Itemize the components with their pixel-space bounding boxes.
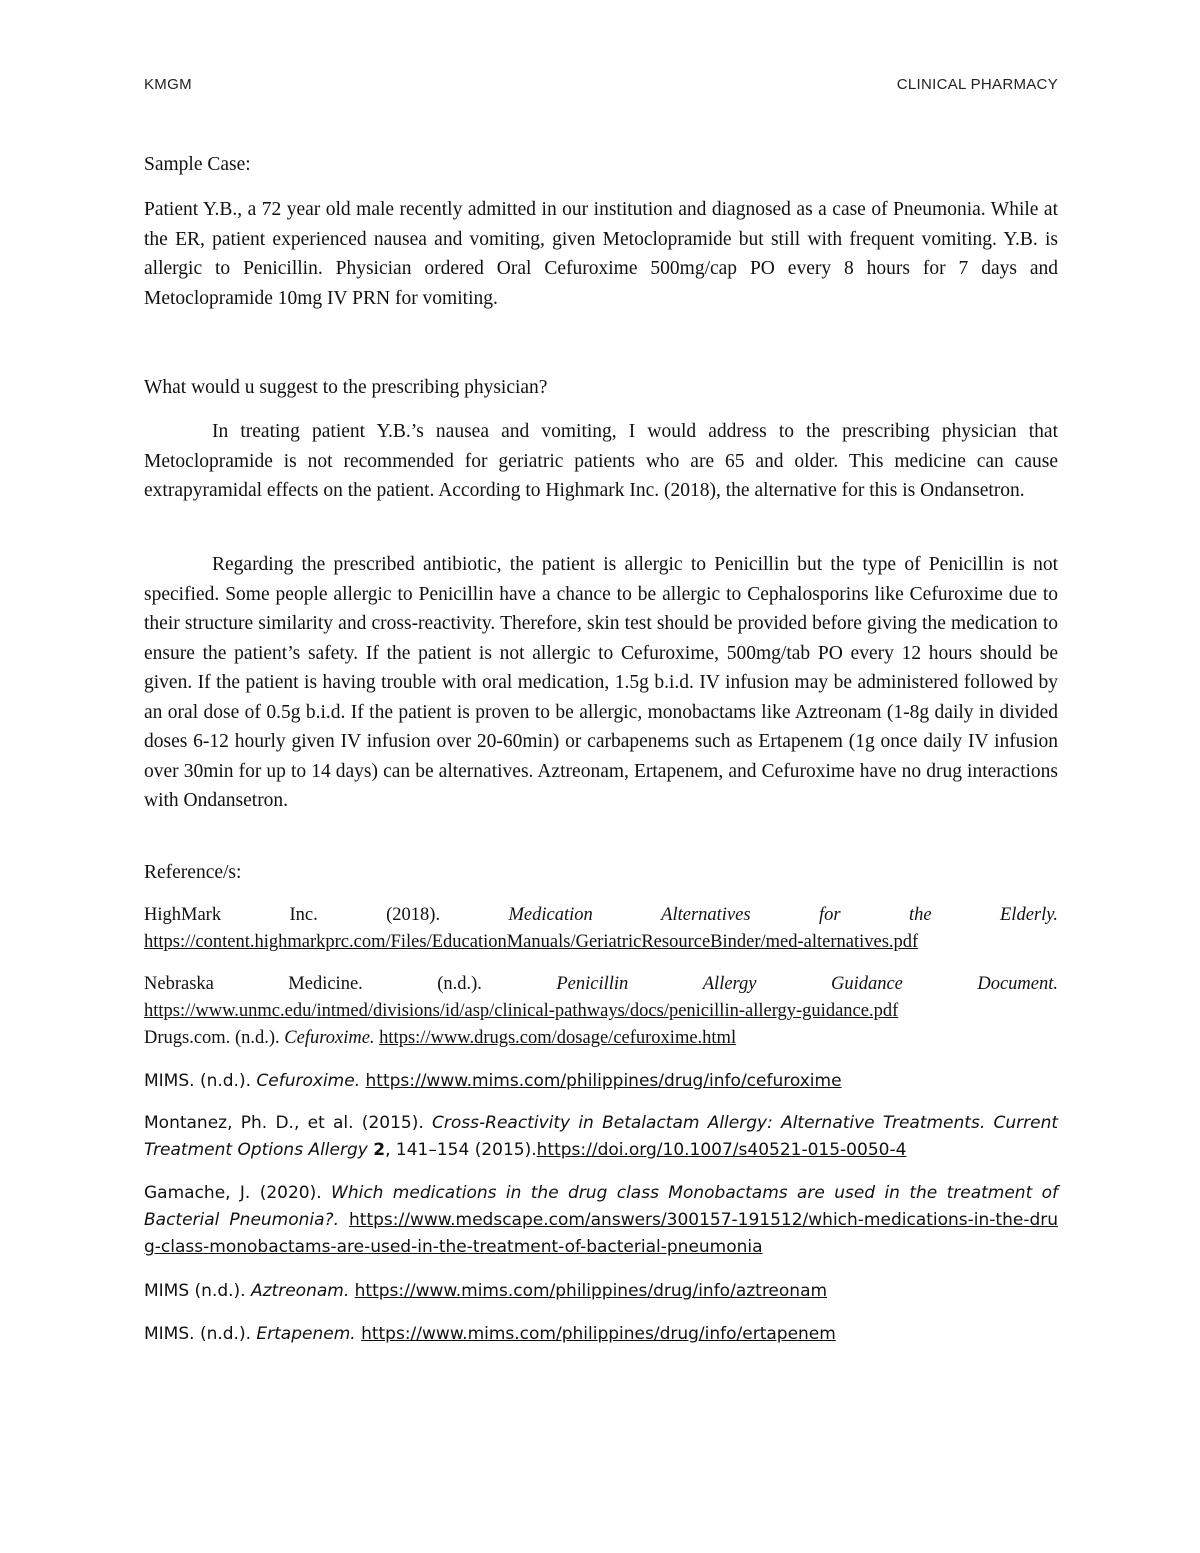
references-heading: Reference/s:	[144, 862, 242, 883]
header-left: KMGM	[144, 76, 192, 93]
reference-mims-cefuroxime-prefix: MIMS. (n.d.).	[144, 1071, 251, 1091]
reference-mims-cefuroxime-title: Cefuroxime.	[256, 1071, 361, 1091]
answer-paragraph-1: In treating patient Y.B.’s nausea and vomiting, I would address to the prescribing physician that Metoclopramide is not recommended for geriatric patients who are 65 and older. This medicine can cause extrapyramidal effects on the patient. According to Highmark Inc. (2018), the alternative for this is Ondansetron.	[144, 421, 1058, 501]
reference-highmark-citation	[144, 902, 1058, 929]
reference-highmark-title-word: Elderly.	[1000, 905, 1059, 925]
reference-drugs-title: Cefuroxime.	[284, 1028, 375, 1048]
reference-drugs-link[interactable]: https://www.drugs.com/dosage/cefuroxime.html	[379, 1028, 737, 1048]
reference-drugs	[144, 1025, 1058, 1052]
reference-highmark-org: Inc.	[289, 905, 318, 925]
reference-mims-aztreonam-prefix: MIMS (n.d.).	[144, 1281, 246, 1301]
reference-montanez-prefix: Montanez, Ph. D., et al. (2015).	[144, 1113, 424, 1133]
reference-nebraska-author: Nebraska	[144, 974, 214, 994]
reference-nebraska-title-word: Penicillin	[556, 974, 629, 994]
sample-case-heading: Sample Case:	[144, 154, 251, 175]
reference-gamache-prefix: Gamache, J. (2020).	[144, 1183, 322, 1203]
answer-paragraph-2: Regarding the prescribed antibiotic, the patient is allergic to Penicillin but the type of Penicillin is not specified. Some people allergic to Penicillin have a chance to be allergic to Cephalosporins like Cefuroxime due to their structure similarity and cross-reactivity. Therefore, skin test should be provided before giving the medication to ensure the patient’s safety. If the patient is not allergic to Cefuroxime, 500mg/tab PO every 12 hours should be given. If the patient is having trouble with oral medication, 1.5g b.i.d. IV infusion may be administered followed by an oral dose of 0.5g b.i.d. If the patient is proven to be allergic, monobactams like Aztreonam (1-8g daily in divided doses 6-12 hourly given IV infusion over 20-60min) or carbapenems such as Ertapenem (1g once daily IV infusion over 30min for up to 14 days) can be alternatives. Aztreonam, Ertapenem, and Cefuroxime have no drug interactions with Ondansetron.	[144, 554, 1058, 811]
reference-highmark	[144, 902, 1058, 956]
reference-gamache-link[interactable]: https://www.medscape.com/answers/300157-191512/which-medications-in-the-drug-class-monobactams-are-used-in-the-treatment-of-bacterial-pneumonia	[144, 1210, 1059, 1257]
reference-mims-ertapenem	[144, 1321, 1058, 1348]
reference-mims-aztreonam	[144, 1278, 1058, 1305]
reference-drugs-prefix: Drugs.com. (n.d.).	[144, 1028, 280, 1048]
reference-mims-ertapenem-title: Ertapenem.	[256, 1324, 356, 1344]
reference-nebraska-title-word: Document.	[977, 974, 1058, 994]
reference-highmark-title-word: the	[908, 905, 932, 925]
reference-mims-ertapenem-prefix: MIMS. (n.d.).	[144, 1324, 251, 1344]
reference-highmark-title-word: for	[818, 905, 841, 925]
reference-highmark-year: (2018).	[386, 905, 441, 925]
reference-mims-cefuroxime-link[interactable]: https://www.mims.com/philippines/drug/info/cefuroxime	[365, 1071, 842, 1091]
reference-montanez-volume: 2	[373, 1140, 386, 1160]
reference-montanez-title: Cross-Reactivity in Betalactam Allergy: Alternative Treatments. Current Treatment Options Allergy	[144, 1113, 1059, 1160]
question-heading: What would u suggest to the prescribing physician?	[144, 377, 548, 398]
reference-montanez-pages: , 141–154 (2015).	[385, 1140, 537, 1160]
header-right: CLINICAL PHARMACY	[896, 76, 1058, 93]
reference-nebraska-citation	[144, 971, 1058, 998]
sample-case-text: Patient Y.B., a 72 year old male recently admitted in our institution and diagnosed as a case of Pneumonia. While at the ER, patient experienced nausea and vomiting, given Metoclopramide but still with frequent vomiting. Y.B. is allergic to Penicillin. Physician ordered Oral Cefuroxime 500mg/cap PO every 8 hours for 7 days and Metoclopramide 10mg IV PRN for vomiting.	[144, 199, 1058, 309]
reference-gamache-title: Which medications in the drug class Monobactams are used in the treatment of Bacterial Pneumonia?.	[144, 1183, 1058, 1230]
reference-highmark-title-word: Medication	[508, 905, 593, 925]
reference-highmark-link[interactable]: https://content.highmarkprc.com/Files/EducationManuals/GeriatricResourceBinder/med-alternatives.pdf	[144, 932, 919, 952]
reference-mims-aztreonam-title: Aztreonam.	[251, 1281, 350, 1301]
reference-highmark-title-word: Alternatives	[661, 905, 751, 925]
reference-nebraska-title-word: Allergy	[702, 974, 757, 994]
reference-nebraska-org: Medicine.	[288, 974, 363, 994]
reference-nebraska-title-word: Guidance	[830, 974, 903, 994]
reference-nebraska-link[interactable]: https://www.unmc.edu/intmed/divisions/id/asp/clinical-pathways/docs/penicillin-allergy-guidance.pdf	[144, 1001, 899, 1021]
reference-nebraska	[144, 971, 1058, 1052]
reference-mims-cefuroxime	[144, 1068, 1058, 1095]
reference-mims-aztreonam-link[interactable]: https://www.mims.com/philippines/drug/info/aztreonam	[354, 1281, 828, 1301]
reference-nebraska-year: (n.d.).	[437, 974, 482, 994]
reference-montanez	[144, 1110, 1058, 1164]
reference-mims-ertapenem-link[interactable]: https://www.mims.com/philippines/drug/info/ertapenem	[361, 1324, 836, 1344]
reference-highmark-author: HighMark	[144, 905, 222, 925]
reference-montanez-link[interactable]: https://doi.org/10.1007/s40521-015-0050-4	[536, 1140, 907, 1160]
reference-gamache	[144, 1180, 1058, 1261]
